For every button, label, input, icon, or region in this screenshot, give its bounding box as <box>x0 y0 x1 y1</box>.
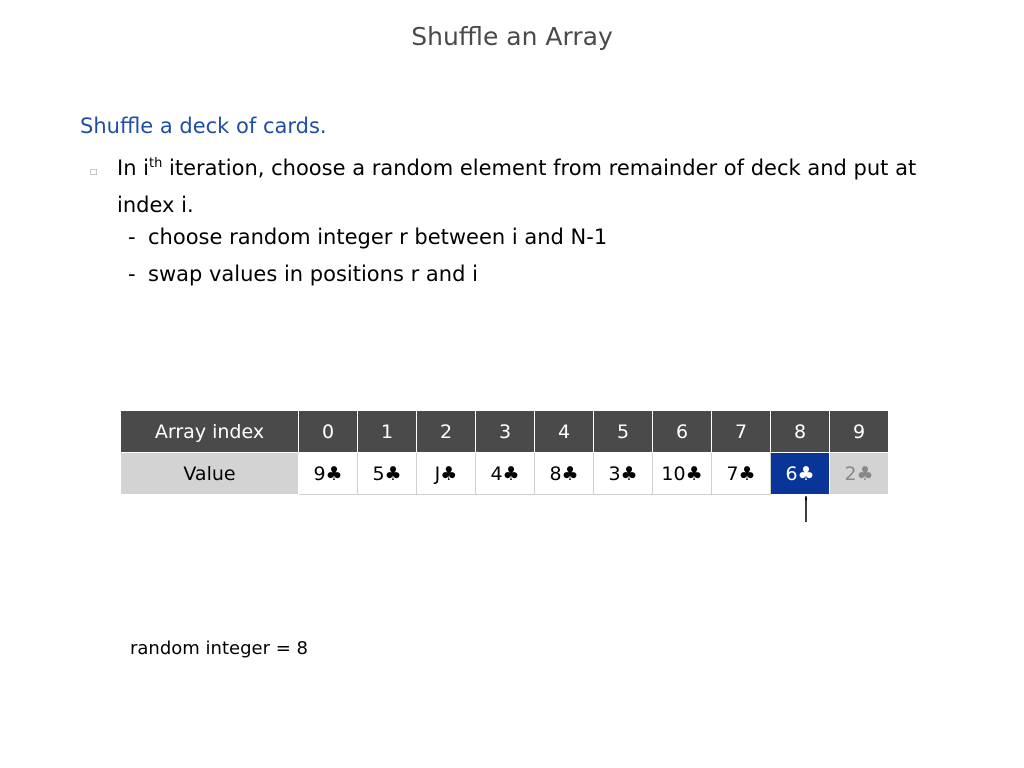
section-heading: Shuffle a deck of cards. <box>80 114 327 138</box>
value-cell: 7♣ <box>712 453 771 495</box>
value-cell: J♣ <box>417 453 476 495</box>
index-cell: 9 <box>830 411 889 453</box>
bullet-prefix: In i <box>117 156 150 180</box>
index-cell: 2 <box>417 411 476 453</box>
value-cell: 5♣ <box>358 453 417 495</box>
bullet-text <box>117 150 917 224</box>
value-row <box>121 453 889 495</box>
array-table <box>120 410 889 495</box>
index-cell: 5 <box>594 411 653 453</box>
bullet-square-icon: □ <box>90 167 98 176</box>
bullet-superscript: th <box>149 156 163 171</box>
value-row-label: Value <box>121 453 299 495</box>
value-cell: 8♣ <box>535 453 594 495</box>
index-row-label: Array index <box>121 411 299 453</box>
index-cell: 3 <box>476 411 535 453</box>
sub-item <box>128 225 607 249</box>
index-cell: 1 <box>358 411 417 453</box>
bullet-body: iteration, choose a random element from remainder of deck and put at index i. <box>117 156 917 217</box>
value-cell: 3♣ <box>594 453 653 495</box>
index-row <box>121 411 889 453</box>
slide-title: Shuffle an Array <box>411 22 613 51</box>
value-cell: 4♣ <box>476 453 535 495</box>
dash-marker: - <box>128 225 136 249</box>
index-cell: 4 <box>535 411 594 453</box>
dash-marker: - <box>128 262 136 286</box>
index-cell: 7 <box>712 411 771 453</box>
sub-item-text: swap values in positions r and i <box>148 262 478 286</box>
index-cell: 8 <box>771 411 830 453</box>
value-cell: 10♣ <box>653 453 712 495</box>
value-cell: 9♣ <box>299 453 358 495</box>
index-cell: 0 <box>299 411 358 453</box>
value-cell-faded: 2♣ <box>830 453 889 495</box>
sub-item-text: choose random integer r between i and N-1 <box>148 225 608 249</box>
up-arrow-icon <box>805 496 807 522</box>
random-integer-note: random integer = 8 <box>130 638 308 659</box>
index-cell: 6 <box>653 411 712 453</box>
sub-item <box>128 262 478 286</box>
value-cell-highlighted: 6♣ <box>771 453 830 495</box>
